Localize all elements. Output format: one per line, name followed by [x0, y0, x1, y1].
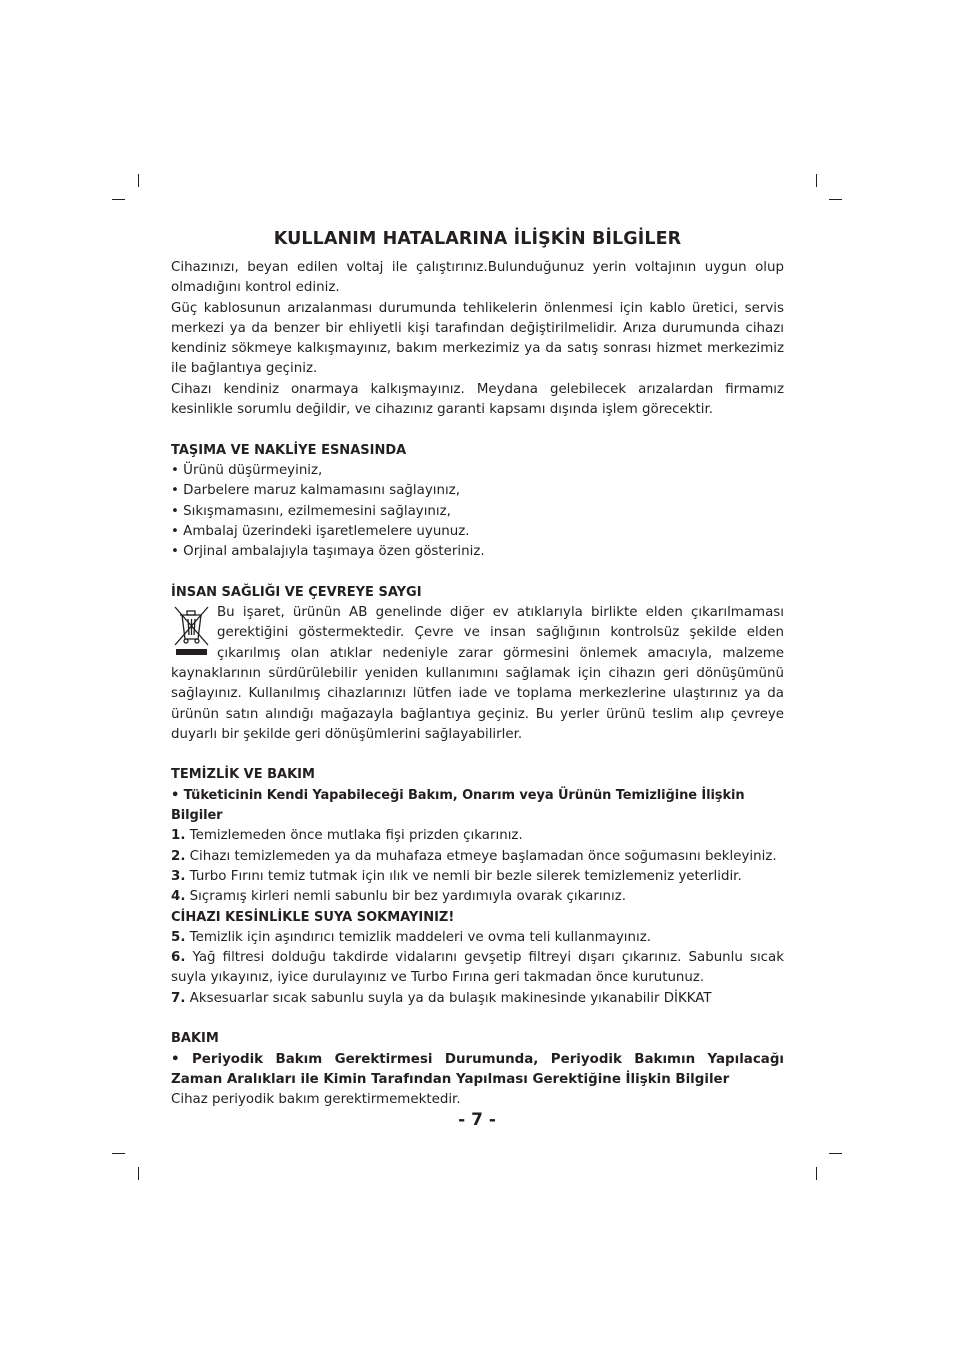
- crop-mark-bottom-left-h: [112, 1153, 125, 1154]
- intro-paragraph-3: Cihazı kendiniz onarmaya kalkışmayınız. Meydana gelebilecek arızalardan firmamız kesinlikle sorumlu değildir, ve cihazınız garanti kapsamı dışında işlem görecektir.: [171, 381, 784, 418]
- transport-heading: TAŞIMA VE NAKLİYE ESNASINDA: [171, 442, 407, 458]
- step-number: 6.: [171, 950, 186, 966]
- page-content: [171, 226, 784, 1110]
- intro-paragraph-2: Güç kablosunun arızalanması durumunda tehlikelerin önlenmesi için kablo üretici, servis merkezi ya da benzer bir ehliyetli kişi tarafından değiştirilmelidir. Arıza durumunda cihazı kendiniz sökmeye kalkışmayınız, bakım merkezimiz ya da satış sonrası hizmet merkezimiz ile bağlantıya geçiniz.: [171, 300, 784, 377]
- maintenance-text: Cihaz periyodik bakım gerektirmemektedir.: [171, 1092, 461, 1108]
- cleaning-subheading: • Tüketicinin Kendi Yapabileceği Bakım, Onarım veya Ürünün Temizliğine İlişkin Bilgiler: [171, 787, 745, 824]
- step-number: 3.: [171, 868, 186, 884]
- step-text: Turbo Fırını temiz tutmak için ılık ve nemli bir bezle silerek temizlemeniz yeterlidir.: [189, 868, 742, 884]
- cleaning-step: [171, 928, 784, 948]
- cleaning-warning: CİHAZI KESİNLİKLE SUYA SOKMAYINIZ!: [171, 909, 455, 925]
- crop-mark-bottom-right-v: [816, 1167, 817, 1180]
- transport-item: • Darbelere maruz kalmamasını sağlayınız,: [171, 483, 460, 499]
- maintenance-heading: BAKIM: [171, 1031, 219, 1047]
- page-number: - 7 -: [458, 1110, 496, 1130]
- step-text: Sıçramış kirleri nemli sabunlu bir bez yardımıyla ovarak çıkarınız.: [189, 889, 627, 905]
- intro-paragraph-1: Cihazınızı, beyan edilen voltaj ile çalıştırınız.Bulunduğunuz yerin voltajının uygun olup olmadığını kontrol ediniz.: [171, 260, 784, 296]
- step-number: 1.: [171, 828, 186, 844]
- step-text: Cihazı temizlemeden ya da muhafaza etmeye başlamadan önce soğumasını bekleyiniz.: [189, 848, 777, 864]
- weee-crossed-bin-icon: [171, 603, 211, 661]
- crop-mark-bottom-right-h: [829, 1153, 842, 1154]
- crop-mark-top-right-h: [829, 199, 842, 200]
- cleaning-step: [171, 826, 784, 846]
- step-text: Yağ filtresi dolduğu takdirde vidalarını gevşetip filtreyi dışarı çıkarınız. Sabunlu sıcak suyla yıkayınız, iyice durulayınız ve Turbo Fırına geri takmadan önce kurutunuz.: [171, 950, 784, 986]
- crop-mark-bottom-left-v: [138, 1167, 139, 1180]
- cleaning-heading: TEMİZLİK VE BAKIM: [171, 767, 315, 783]
- step-number: 5.: [171, 929, 186, 945]
- cleaning-step: [171, 948, 784, 989]
- page-title: KULLANIM HATALARINA İLİŞKİN BİLGİLER: [273, 229, 682, 249]
- crop-mark-top-left-v: [138, 174, 139, 187]
- transport-item: • Orjinal ambalajıyla taşımaya özen gösteriniz.: [171, 544, 485, 560]
- environment-heading: İNSAN SAĞLIĞI VE ÇEVREYE SAYGI: [171, 584, 422, 600]
- crop-mark-top-left-h: [112, 199, 125, 200]
- step-text: Aksesuarlar sıcak sabunlu suyla ya da bulaşık makinesinde yıkanabilir DİKKAT: [189, 990, 712, 1006]
- cleaning-step: [171, 989, 784, 1009]
- maintenance-subheading: • Periyodik Bakım Gerektirmesi Durumunda, Periyodik Bakımın Yapılacağı Zaman Aralıkları ile Kimin Tarafından Yapılması Gerektiğine İlişkin Bilgiler: [171, 1051, 784, 1087]
- step-number: 7.: [171, 990, 186, 1006]
- transport-item: • Ürünü düşürmeyiniz,: [171, 462, 323, 478]
- step-text: Temizlemeden önce mutlaka fişi prizden çıkarınız.: [189, 828, 523, 844]
- transport-item: • Sıkışmamasını, ezilmemesini sağlayınız,: [171, 503, 451, 519]
- cleaning-step: [171, 867, 784, 887]
- step-number: 4.: [171, 889, 186, 905]
- cleaning-step: [171, 887, 784, 907]
- transport-item: • Ambalaj üzerindeki işaretlemelere uyunuz.: [171, 523, 470, 539]
- step-number: 2.: [171, 848, 186, 864]
- cleaning-step: [171, 847, 784, 867]
- step-text: Temizlik için aşındırıcı temizlik maddeleri ve ovma teli kullanmayınız.: [189, 929, 652, 945]
- crop-mark-top-right-v: [816, 174, 817, 187]
- environment-section: [171, 603, 784, 745]
- environment-text: Bu işaret, ürünün AB genelinde diğer ev atıklarıyla birlikte elden çıkarılmaması gerektiğini göstermektedir. Çevre ve insan sağlığının kontrolsüz şekilde elden çıkarılmış olan atıklar nedeniyle zarar görmesini önlemek amacıyla, malzeme kaynaklarının sürdürülebilir yeniden kullanımını sağlamak için cihazın geri dönüşümünü sağlayınız. Kullanılmış cihazlarınızı lütfen iade ve toplama merkezlerine ulaştırınız ya da ürünün satın alındığı mağazayla bağlantıya geçiniz. Bu yerler ürünü teslim alıp çevreye duyarlı bir şekilde geri dönüşümlerini sağlayabilirler.: [171, 605, 784, 742]
